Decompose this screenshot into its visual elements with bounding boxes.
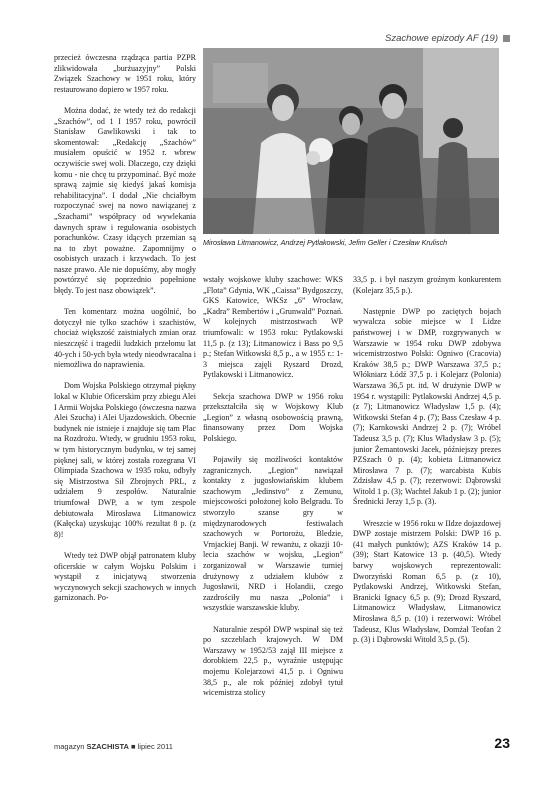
paragraph: 33,5 p. i był naszym groźnym konkurentem (Kolejarz 35,5 p.). (353, 275, 501, 295)
running-header (385, 33, 510, 44)
paragraph: Pojawiły się możliwości kontaktów zagranicznych. „Legion” nawiązał kontakty z jugosłowiańskim klubem szachowym „Jedinstvo” z Zemunu, miejscowości położonej koło Belgradu. To stworzyło szanse gry w międzynarodowych festiwalach szachowych w Portorożu, Bledzie, Vrnjackiej Banji. W rewanżu, z okazji 10-lecia szachów w wojsku, „Legion” zorganizował w Warszawie turniej drużynowy z udziałem klubów z Jugosławii, NRD i Holandii, czego zazdrościły mu nasza „Polonia” i wszystkie warszawskie kluby. (203, 455, 343, 613)
article-photo (203, 48, 499, 234)
article-column-1 (54, 53, 196, 614)
paragraph: przecież ówczesna rządząca partia PZPR zlikwidowała „burżuazyjny” Polski Związek Szachowy w 1951 roku, który restaurowano dopiero w 1957 roku. (54, 53, 196, 94)
photo-caption: Mirosława Litmanowicz, Andrzej Pytlakowski, Jefim Geller i Czesław Krulisch (203, 238, 448, 247)
paragraph: Sekcja szachowa DWP w 1956 roku przekształciła się w Wojskowy Klub „Legion” z własną osobowością prawną, finansowany przez Dom Wojska Polskiego. (203, 391, 343, 443)
header-square-icon (503, 35, 510, 42)
footer-separator: ■ (131, 742, 136, 751)
photo-illustration (203, 48, 499, 234)
paragraph: Następnie DWP po zaciętych bojach wywalcza sobie miejsce w I Lidze państwowej i w DMP, rozgrywanych w Warszawie w 1954 roku DWP zdobywa wicemistrzostwo Polski: Ogniwo (Cracovia) Kraków 38,5 p.; DWP Warszawa 37,5 p.; Włókniarz Łódź 37,5 p. i Kolejarz (Polonia) Warszawa 36,5 pt. itd. W drużynie DWP w 1954 r. wystąpili: Pytlakowski Andrzej 4,5 p. (z 7); Litmanowicz Władysław 1,5 p. (4); Witkowski Stefan 4 p. (7); Bass Czesław 4 p. (7); Karnkowski Andrzej 2 p. (7); Wróbel Tadeusz 3,5 p. (7); Klus Władysław 3 p. (5); junior Żemantowski Jacek, późniejszy prezes PZSzach 0 p. (4); kobieta Litmanowicz Mirosława 7 p. (7); warcabista Kubis Zdzisław 4,5 p. (7); rezerwowi: Dąbrowski Witold 1 p. (3); Wachtel Jakub 1 p. (2); junior Średnicki Jerzy 1,5 p. (3). (353, 306, 501, 507)
paragraph: Wtedy też DWP objął patronatem kluby oficerskie w całym Wojsku Polskim i wystąpił z inicjatywą stworzenia wyczynowych sekcji szachowych w innych garnizonach. Po- (54, 550, 196, 603)
page-number: 23 (494, 735, 510, 751)
article-column-3 (353, 275, 501, 656)
paragraph: Naturalnie zespół DWP wspinał się też po szczeblach krajowych. W DM Warszawy w 1952/53 zajął III miejsce z dorobkiem 22,5 p., wyraźnie ustępując mojemu Kolejarzowi 41,5 p. i Ogniwu 38,5 p., ale rok później zdobył tytuł wicemistrza stolicy (203, 624, 343, 698)
footer-masthead (54, 742, 173, 751)
footer-magazine: magazyn (54, 742, 85, 751)
footer-brand: SZACHISTA (86, 742, 129, 751)
footer-issue: lipiec 2011 (137, 742, 173, 751)
paragraph: wstały wojskowe kluby szachowe: WKS „Flota” Gdynia, WK „Caissa” Bydgoszczy, GKS Katowice, WKSz „6” Wrocław, „Kadra” Rembertów i „Grunwald” Poznań. W kolejnych mistrzostwach WP triumfowali: w 1953 roku: Pytlakowski 11,5 p. (z 13); Litmanowicz i Bass po 9,5 p.; Stefan Witkowski 8,5 p., a w 1955 r.: 1-3 miejsca zajęli Ryszard Drozd, Pytlakowski i Litmanowicz. (203, 275, 343, 380)
article-column-2 (203, 275, 343, 709)
paragraph: Wreszcie w 1956 roku w IIdze dojazdowej DWP zostaje mistrzem Polski: DWP 16 p. (41 małych punktów); AZS Kraków 14 p. (39); Start Katowice 13 p. (40,5). Wtedy barwy wojskowych reprezentowali: Dworzyński Roman 6,5 p. (z 10), Pytlakowski Andrzej, Witkowski Stefan, Branicki Ignacy 6,5 p. (9); Drozd Ryszard, Litmanowicz Władysław, Litmanowicz Mirosława 8,5 p. (10) i rezerwowi: Wróbel Tadeusz, Klus Władysław, Domżał Teofan 2 p. (3) i Dąbrowski Witold 3,5 p. (5). (353, 518, 501, 645)
paragraph: Można dodać, że wtedy też do redakcji „Szachów”, od 1 I 1957 roku, powrócił Stanisław Gawlikowski i tak to skomentował: „Redakcję „Szachów” musiałem opuścić w 1952 r. wbrew oczywiście swej woli. Dlaczego, czy dzięki komu - nie chcę tu przypominać. Być może sprawą zajmie się kiedyś jakaś komisja rehabilitacyjna”. I dodał „Nie chciałbym rozpoczynać swej na nowo nawiązanej z „Szachami” współpracy od wywlekania dawnych spraw i regulowania osobistych porachunków. Czasy idących przemian są na to zbyt poważne. Zapomnijmy o osobistych urazach i krzywdach. To jest nasze prawo. Ale nie dopuśćmy, aby mogły powtórzyć się poprzednio popełnione błędy. To jest nasz obowiązek”. (54, 105, 196, 296)
paragraph: Ten komentarz można uogólnić, bo dotyczył nie tylko szachów i szachistów, chociaż większość zaistniałych zmian oraz nieszczęść i tragedii ludzkich przełomu lat 40-ych i 50-ych była wtedy nieodwracalna i niemożliwa do naprawienia. (54, 307, 196, 370)
paragraph: Dom Wojska Polskiego otrzymał piękny lokal w Klubie Oficerskim przy zbiegu Alei I Armii Wojska Polskiego (ówczesna nazwa Alei Szucha) i Alei Ujazdowskich. Obecnie budynek nie istnieje i znajduje się tam Plac na Rozdrożu. Wtedy, w grudniu 1953 roku, w tym historycznym budynku, w tej samej pięknej sali, w której została rozegrana VI Olimpiada Szachowa w 1935 roku, odbyły się Mistrzostwa Sił Zbrojnych PRL, z udziałem 9 zespołów. Naturalnie triumfował DWP, a w tym zespole debiutowała Mirosława Litmanowicz (Kałęcka) uzyskując 100% rezultat 8 p. (z 8)! (54, 381, 196, 539)
running-title: Szachowe epizody AF (19) (384, 33, 498, 44)
